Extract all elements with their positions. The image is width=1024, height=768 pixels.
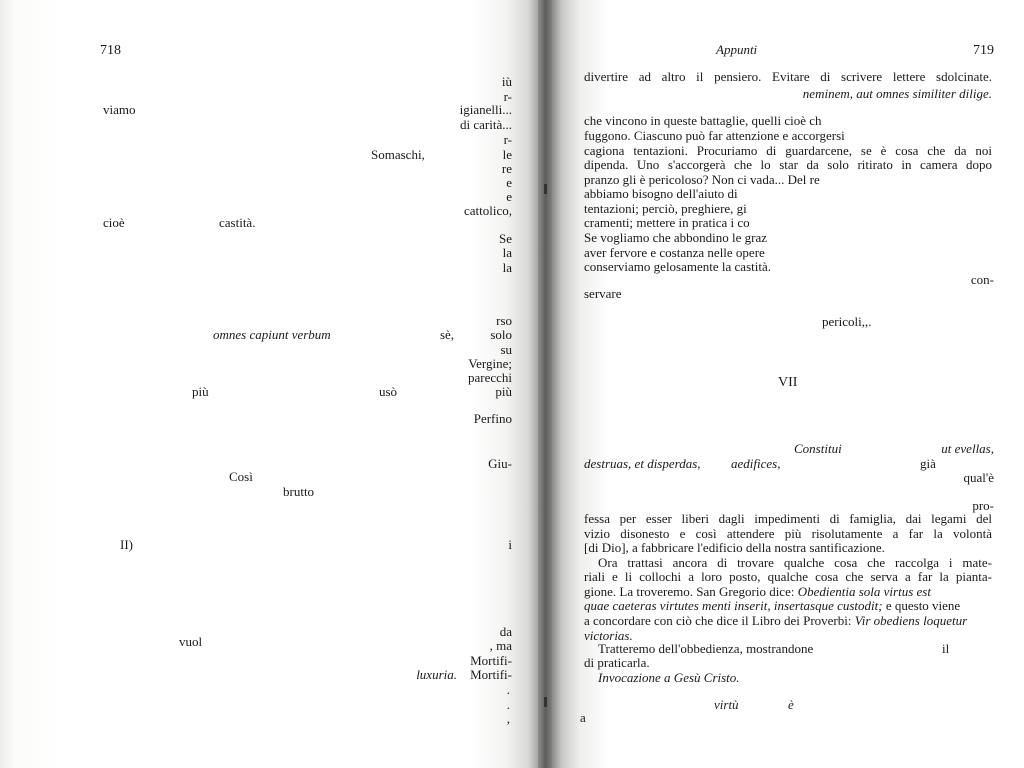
text-fragment: . [506,697,510,712]
text-line: virtù [714,697,739,712]
text-fragment: Se [499,231,512,246]
text-fragment: r- [503,132,512,147]
text-line: aver fervore e costanza nelle opere [584,245,765,260]
text-line: aedifices, [731,456,781,471]
text-line: cagiona tentazioni. Procuriamo di guardarcene, se è cosa che da noi [584,143,992,158]
book-gutter [538,0,552,768]
text-fragment: e [506,175,512,190]
text-fragment: Così [229,469,253,484]
text-fragment: rso [496,313,512,328]
text-fragment: castità. [219,215,256,230]
text-fragment: . [506,682,510,697]
text-run: gione. La troveremo. San Gregorio dice: [584,584,798,599]
text-fragment: cattolico, [463,203,512,218]
text-line: Ora trattasi ancora di trovare qualche cosa che raccolga i mate- [598,555,992,570]
text-line: cramenti; mettere in pratica i co [584,215,750,230]
text-fragment: parecchi [467,370,512,385]
text-line: pro- [972,498,994,513]
text-fragment: solo [490,327,512,342]
text-fragment: cioè [103,215,125,230]
text-line: il [942,641,950,656]
section-heading: VII [778,375,798,390]
text-fragment: Mortifi- [470,653,512,668]
text-fragment: da [499,624,512,639]
text-line: neminem, aut omnes similiter dilige. [802,86,992,101]
text-fragment: re [501,161,512,176]
text-line: fuggono. Ciascuno può far attenzione e accorgersi [584,128,845,143]
text-fragment: , ma [489,638,512,653]
text-line: divertire ad altro il pensiero. Evitare di scrivere lettere sdolcinate. [584,69,992,84]
text-fragment: più [192,384,209,399]
text-line: Se vogliamo che abbondino le graz [584,230,768,245]
text-fragment: vuol [179,634,203,649]
text-line: abbiamo bisogno dell'aiuto di [584,186,738,201]
text-line: [di Dio], a fabbricare l'edificio della nostra santificazione. [584,540,885,555]
text-line: servare [584,286,622,301]
text-fragment: e [506,189,512,204]
text-line: destruas, et disperdas, [584,456,701,471]
text-fragment: la [502,260,512,275]
text-line: tentazioni; perciò, preghiere, gi [584,201,747,216]
text-fragment: omnes capiunt verbum [213,327,331,342]
text-line: qual'è [963,470,994,485]
right-page [552,0,1024,768]
text-line: Constitui [794,441,842,456]
text-line [584,599,992,614]
text-line: che vincono in queste battaglie, quelli cioè ch [584,113,822,128]
text-line: riali e li collochi a loro posto, qualche cosa che serva a far la pianta- [584,569,992,584]
spine-mark [544,184,547,194]
page-number-left: 718 [100,43,121,58]
text-fragment: igianelli... [459,102,512,117]
text-fragment: viamo [103,102,136,117]
text-run: quae caeteras virtutes menti inserit, insertasque custodit; [584,598,883,613]
text-fragment: su [500,342,512,357]
text-line: conserviamo gelosamente la castità. [584,259,771,274]
text-line: Invocazione a Gesù Cristo. [598,670,740,685]
page-number-right: 719 [973,43,994,58]
text-run: e questo viene [882,598,961,613]
text-fragment: i [508,537,512,552]
text-fragment: Mortifi- [470,667,512,682]
running-head: Appunti [716,42,758,57]
text-fragment: Somaschi, [371,147,425,162]
text-line: victorias. [584,628,633,643]
text-line: pranzo gli è pericoloso? Non ci vada... Del re [584,172,820,187]
text-fragment: , [506,711,510,726]
text-line: ut evellas, [941,441,994,456]
text-line: fessa per esser liberi dagli impedimenti di famiglia, dai legami del [584,511,992,526]
text-line [584,614,992,629]
spine-mark [544,697,547,707]
text-line: a [580,710,586,725]
text-run: a concordare con ciò che dice il Libro dei Proverbi: [584,613,855,628]
text-line: è [788,697,794,712]
text-fragment: Vergine; [468,356,512,371]
text-fragment: Giu- [488,456,512,471]
text-line: vizio disonesto e così attendere più risolutamente a far la volontà [584,526,992,541]
text-fragment: sè, [440,327,455,342]
text-run: Obedientia sola virtus est [797,584,931,599]
text-fragment: luxuria. [416,667,457,682]
text-fragment: le [502,147,512,162]
text-fragment: più [495,384,512,399]
text-fragment: la [502,245,512,260]
text-fragment: brutto [283,484,315,499]
text-fragment: r- [503,89,512,104]
text-fragment: di carità... [460,117,512,132]
text-line: già [920,456,936,471]
text-fragment: usò [379,384,398,399]
text-line: di praticarla. [584,655,650,670]
text-fragment: Perfino [473,411,512,426]
text-line: pericoli,,. [822,314,872,329]
text-fragment: II) [120,537,133,552]
text-fragment: iù [501,74,512,89]
text-line: dipenda. Uno s'accorgerà che lo star da solo ritirato in camera dopo [584,157,992,172]
text-run: Vir obediens loquetur [854,613,968,628]
text-line: Tratteremo dell'obbedienza, mostrandone [598,641,814,656]
text-line: con- [970,272,994,287]
